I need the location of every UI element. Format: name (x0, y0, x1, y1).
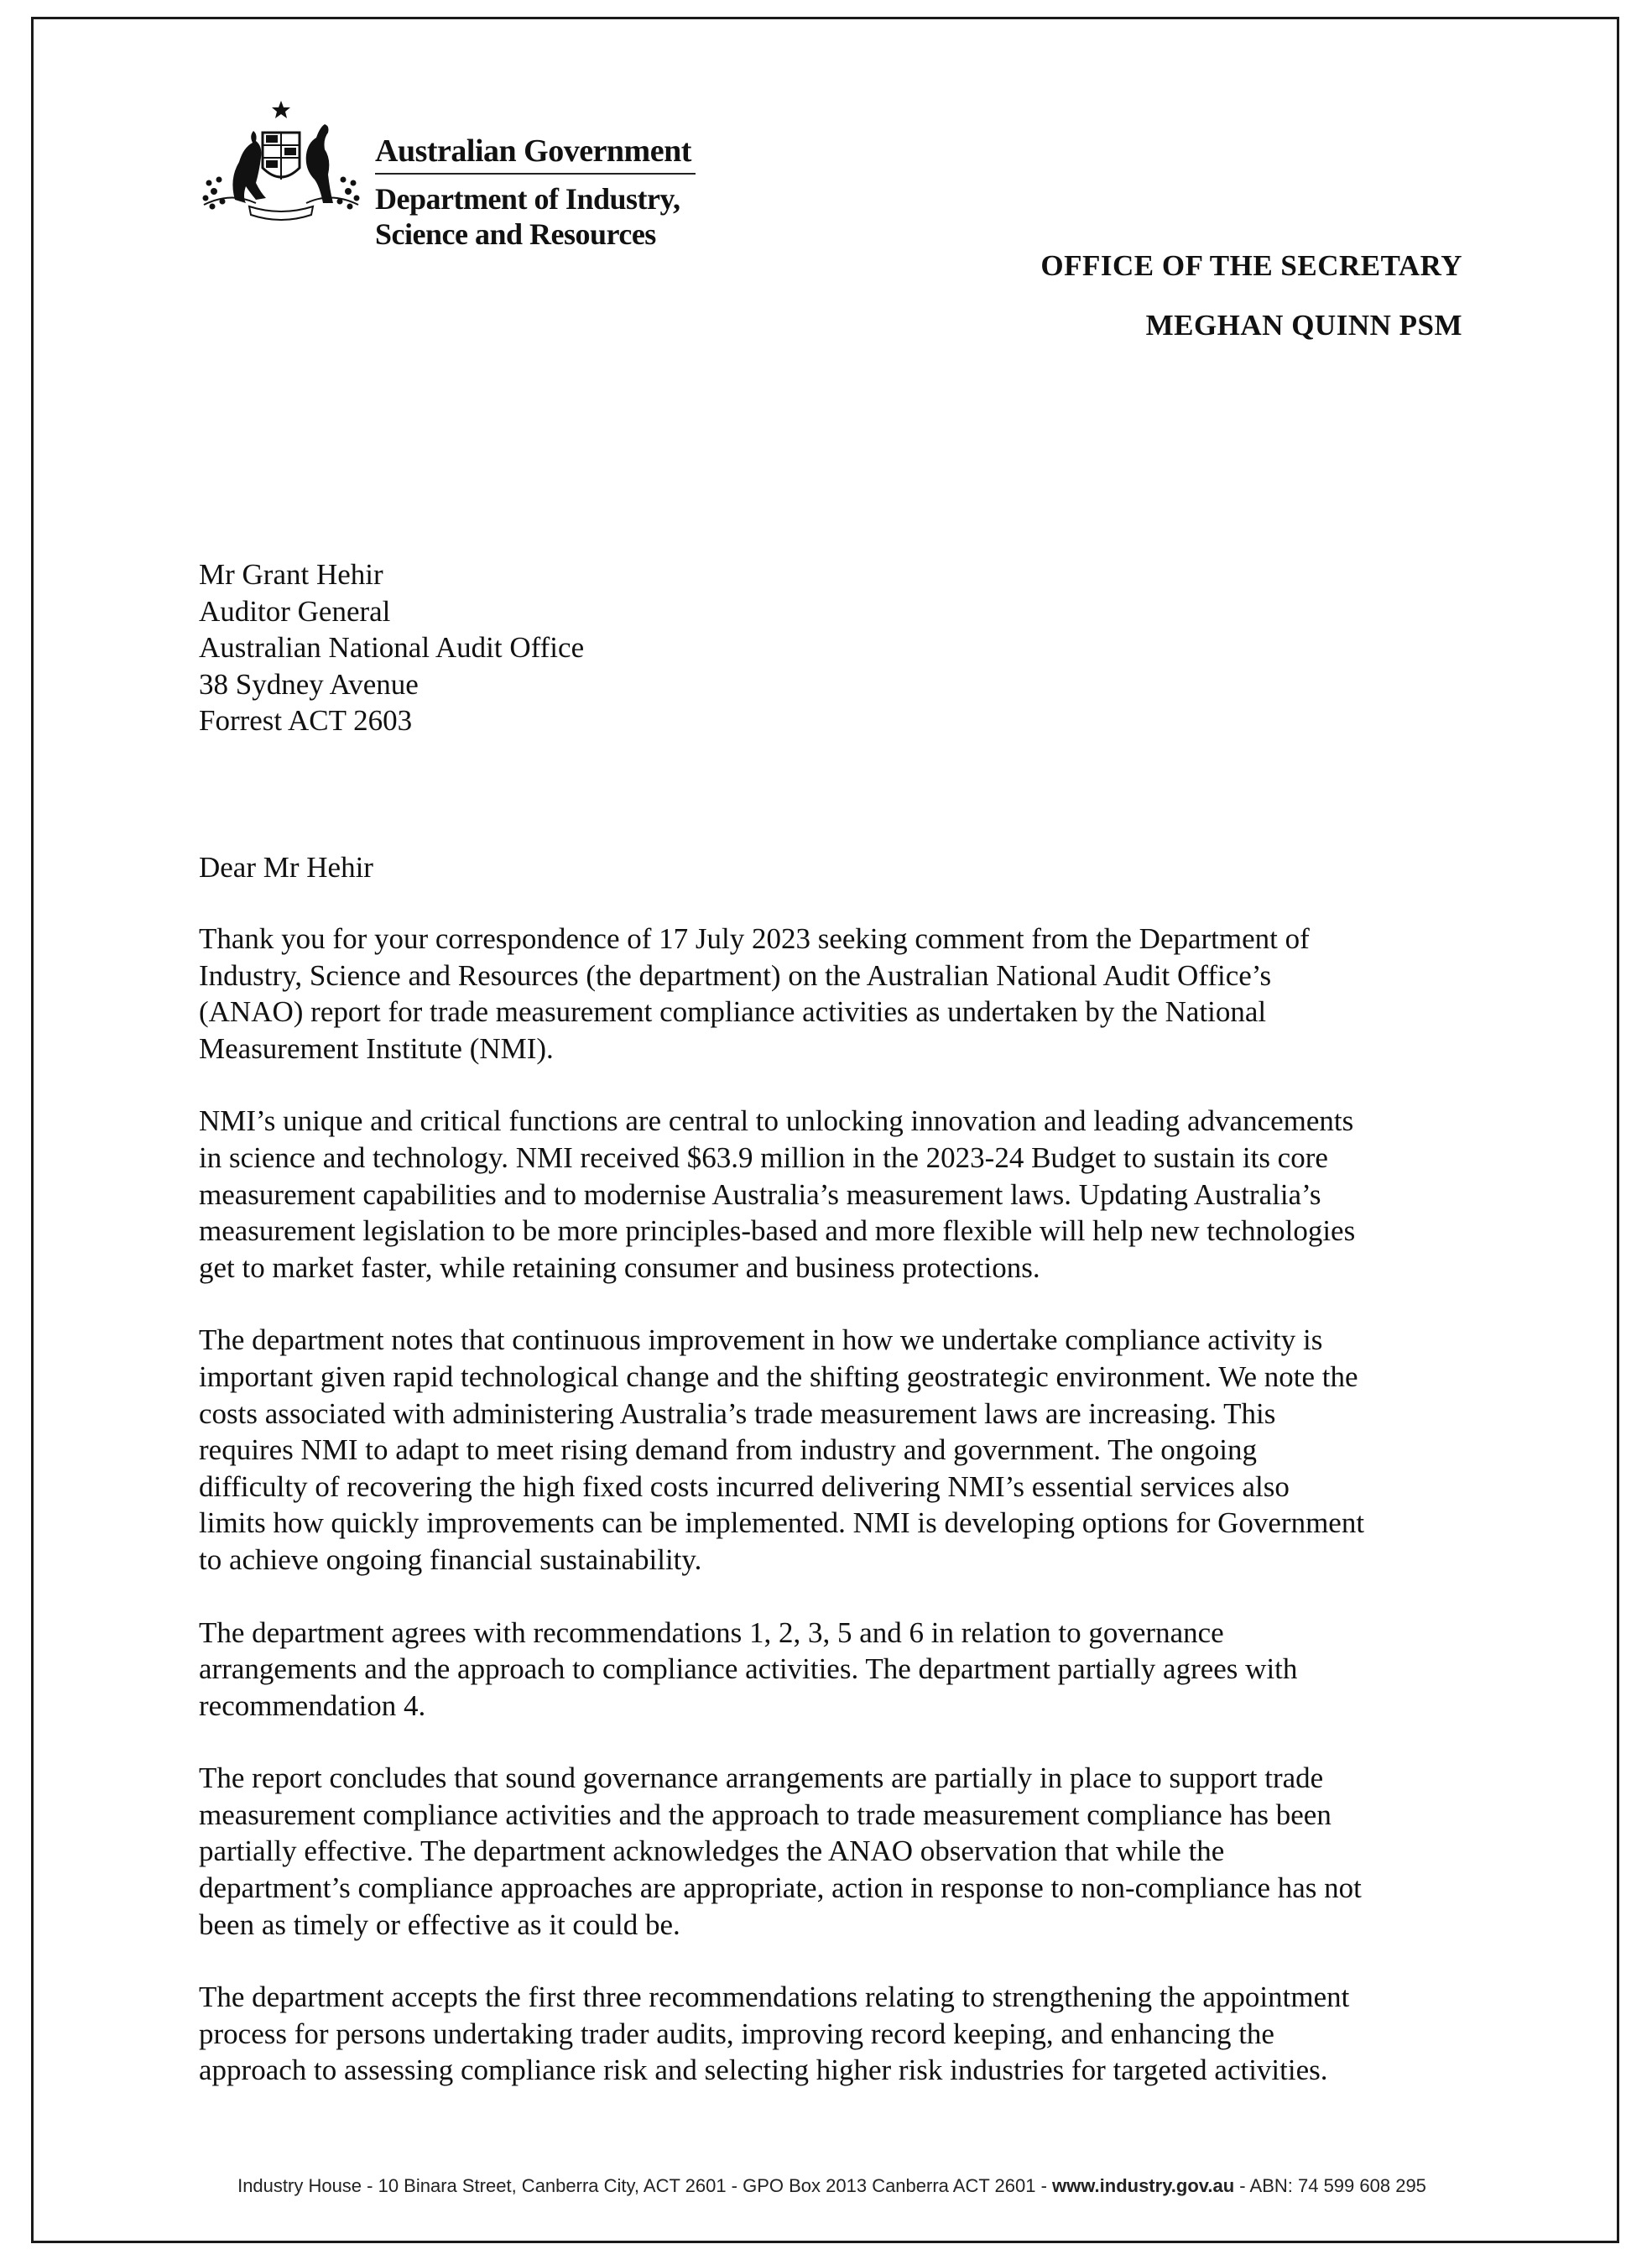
text-line: The department agrees with recommendations 1, 2, 3, 5 and 6 in relation to governance (199, 1615, 1224, 1649)
recipient-address (199, 556, 584, 739)
text-line: requires NMI to adapt to meet rising demand from industry and government. The ongoing (199, 1433, 1258, 1467)
address-line: Auditor General (199, 594, 391, 628)
text-line: Industry, Science and Resources (the department) on the Australian National Audit Office’s (199, 958, 1272, 992)
secretary-name: MEGHAN QUINN PSM (1145, 309, 1462, 342)
government-name: Australian Government (375, 133, 691, 169)
salutation: Dear Mr Hehir (199, 851, 373, 884)
text-line: arrangements and the approach to compliance activities. The department partially agrees with (199, 1652, 1298, 1686)
paragraph (199, 1760, 1474, 1943)
department-name-line-2: Science and Resources (375, 217, 656, 251)
text-line: measurement capabilities and to modernise Australia’s measurement laws. Updating Australia’s (199, 1177, 1321, 1211)
paragraph (199, 1322, 1474, 1578)
text-line: process for persons undertaking trader audits, improving record keeping, and enhancing the (199, 2017, 1274, 2050)
text-line: been as timely or effective as it could be. (199, 1908, 680, 1941)
paragraph (199, 1979, 1474, 2089)
text-line: in science and technology. NMI received $63.9 million in the 2023-24 Budget to sustain its core (199, 1140, 1328, 1174)
department-name-line-1: Department of Industry, (375, 182, 680, 216)
address-line: 38 Sydney Avenue (199, 667, 419, 701)
text-line: to achieve ongoing financial sustainability. (199, 1542, 702, 1576)
text-line: important given rapid technological change and the shifting geostrategic environment. We note the (199, 1360, 1358, 1393)
letter-footer (0, 2175, 1652, 2197)
organisation-name (375, 133, 727, 252)
letter-body (199, 921, 1474, 2125)
letterhead-divider (375, 173, 696, 175)
letterhead (197, 99, 717, 267)
address-line: Forrest ACT 2603 (199, 704, 413, 738)
footer-abn: - ABN: 74 599 608 295 (1234, 2175, 1426, 2196)
paragraph (199, 1103, 1474, 1286)
text-line: measurement compliance activities and the approach to trade measurement compliance has been (199, 1798, 1332, 1831)
text-line: Measurement Institute (NMI). (199, 1031, 554, 1065)
text-line: recommendation 4. (199, 1688, 426, 1722)
text-line: difficulty of recovering the high fixed costs incurred delivering NMI’s essential services also (199, 1469, 1290, 1503)
footer-address: Industry House - 10 Binara Street, Canberra City, ACT 2601 - GPO Box 2013 Canberra ACT 2601 - (237, 2175, 1053, 2196)
text-line: limits how quickly improvements can be implemented. NMI is developing options for Government (199, 1506, 1365, 1540)
text-line: department’s compliance approaches are appropriate, action in response to non-compliance has not (199, 1871, 1362, 1905)
address-line: Mr Grant Hehir (199, 558, 383, 591)
text-line: NMI’s unique and critical functions are central to unlocking innovation and leading advancements (199, 1104, 1354, 1138)
text-line: costs associated with administering Australia’s trade measurement laws are increasing. This (199, 1396, 1276, 1430)
office-heading (1040, 249, 1462, 342)
paragraph (199, 921, 1474, 1067)
text-line: The department notes that continuous improvement in how we undertake compliance activity is (199, 1323, 1323, 1357)
text-line: measurement legislation to be more principles-based and more flexible will help new technologies (199, 1214, 1356, 1248)
text-line: The report concludes that sound governance arrangements are partially in place to support trade (199, 1761, 1324, 1795)
text-line: get to market faster, while retaining consumer and business protections. (199, 1250, 1040, 1284)
footer-website-link[interactable]: www.industry.gov.au (1052, 2175, 1235, 2196)
text-line: (ANAO) report for trade measurement compliance activities as undertaken by the National (199, 995, 1267, 1029)
paragraph (199, 1615, 1474, 1725)
text-line: partially effective. The department acknowledges the ANAO observation that while the (199, 1834, 1225, 1868)
text-line: The department accepts the first three recommendations relating to strengthening the appointment (199, 1981, 1350, 2014)
coat-of-arms-icon (197, 99, 365, 225)
text-line: Thank you for your correspondence of 17 July 2023 seeking comment from the Department of (199, 922, 1310, 955)
office-name: OFFICE OF THE SECRETARY (1040, 249, 1462, 282)
text-line: approach to assessing compliance risk and selecting higher risk industries for targeted activities. (199, 2054, 1328, 2087)
address-line: Australian National Audit Office (199, 631, 585, 665)
